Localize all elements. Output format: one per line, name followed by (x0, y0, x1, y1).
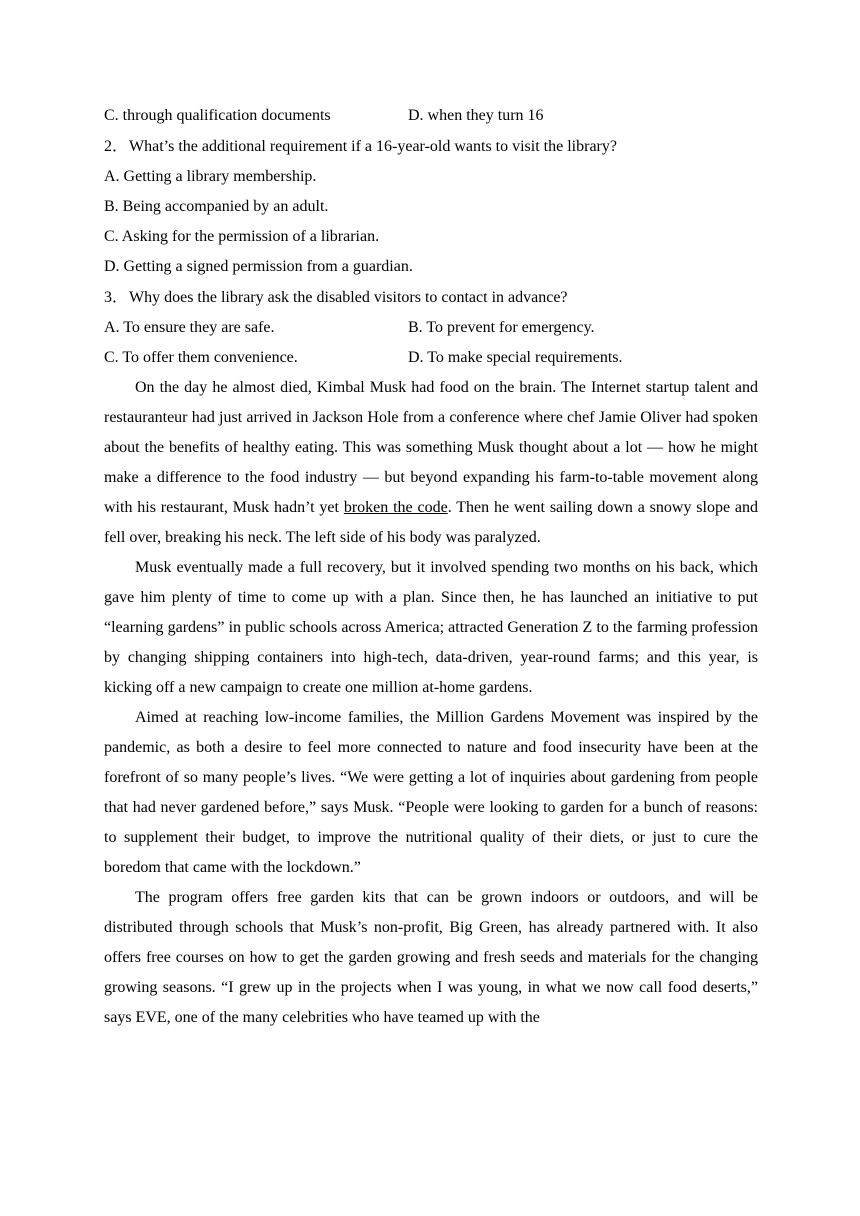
q2-question (104, 131, 758, 162)
q3-number: 3． (104, 289, 129, 306)
passage-paragraph-3: Aimed at reaching low-income families, the Million Gardens Movement was inspired by the pandemic, as both a desire to feel more connected to nature and food insecurity have been at the forefront of so many people’s lives. “We were getting a lot of inquiries about gardening from people that had never gardened before,” says Musk. “People were looking to garden for a bunch of reasons: to supplement their budget, to improve the nutritional quality of their diets, or just to cure the boredom that came with the lockdown.” (104, 709, 758, 876)
q3-question-text: Why does the library ask the disabled visitors to contact in advance? (129, 289, 568, 306)
q2-option-c: C. Asking for the permission of a librarian. (104, 228, 380, 245)
q2-number: 2． (104, 138, 129, 155)
passage-paragraph-1 (104, 373, 758, 553)
p1-text-after: . Then he went sailing down a snowy slope and fell over, breaking his neck. The left side of his body was paralyzed. (104, 499, 759, 546)
q2-option-d: D. Getting a signed permission from a guardian. (104, 258, 413, 275)
q3-question (104, 282, 758, 313)
document-page (104, 101, 758, 1033)
underlined-phrase: broken the code (343, 499, 448, 516)
q1-option-d: D. when they turn 16 (408, 107, 544, 124)
q3-options-row-cd (104, 343, 758, 373)
q2-question-text: What’s the additional requirement if a 16-year-old wants to visit the library? (129, 138, 617, 155)
q2-option-a: A. Getting a library membership. (104, 168, 317, 185)
q3-option-b: B. To prevent for emergency. (408, 319, 595, 336)
q2-option-b: B. Being accompanied by an adult. (104, 198, 329, 215)
p1-text-before: On the day he almost died, Kimbal Musk had food on the brain. The Internet startup talent and restauranteur had just arrived in Jackson Hole from a conference where chef Jamie Oliver had spoken about the benefits of healthy eating. This was something Musk thought about a lot — how he might make a difference to the food industry — but beyond expanding his farm-to-table movement along with his restaurant, Musk hadn’t yet (104, 379, 758, 516)
passage-paragraph-2: Musk eventually made a full recovery, but it involved spending two months on his back, which gave him plenty of time to come up with a plan. Since then, he has launched an initiative to put “learning gardens” in public schools across America; attracted Generation Z to the farming profession by changing shipping containers into high-tech, data-driven, year-round farms; and this year, is kicking off a new campaign to create one million at-home gardens. (104, 559, 758, 696)
q3-option-d: D. To make special requirements. (408, 349, 623, 366)
passage-paragraph-4: The program offers free garden kits that can be grown indoors or outdoors, and will be distributed through schools that Musk’s non-profit, Big Green, has already partnered with. It also offers free courses on how to get the garden growing and fresh seeds and materials for the changing growing seasons. “I grew up in the projects when I was young, in what we now call food deserts,” says EVE, one of the many celebrities who have teamed up with the (104, 889, 758, 1026)
q3-option-c: C. To offer them convenience. (104, 349, 298, 366)
q1-option-c: C. through qualification documents (104, 107, 331, 124)
q1-options-row-cd (104, 101, 758, 131)
q3-option-a: A. To ensure they are safe. (104, 319, 275, 336)
q3-options-row-ab (104, 313, 758, 343)
